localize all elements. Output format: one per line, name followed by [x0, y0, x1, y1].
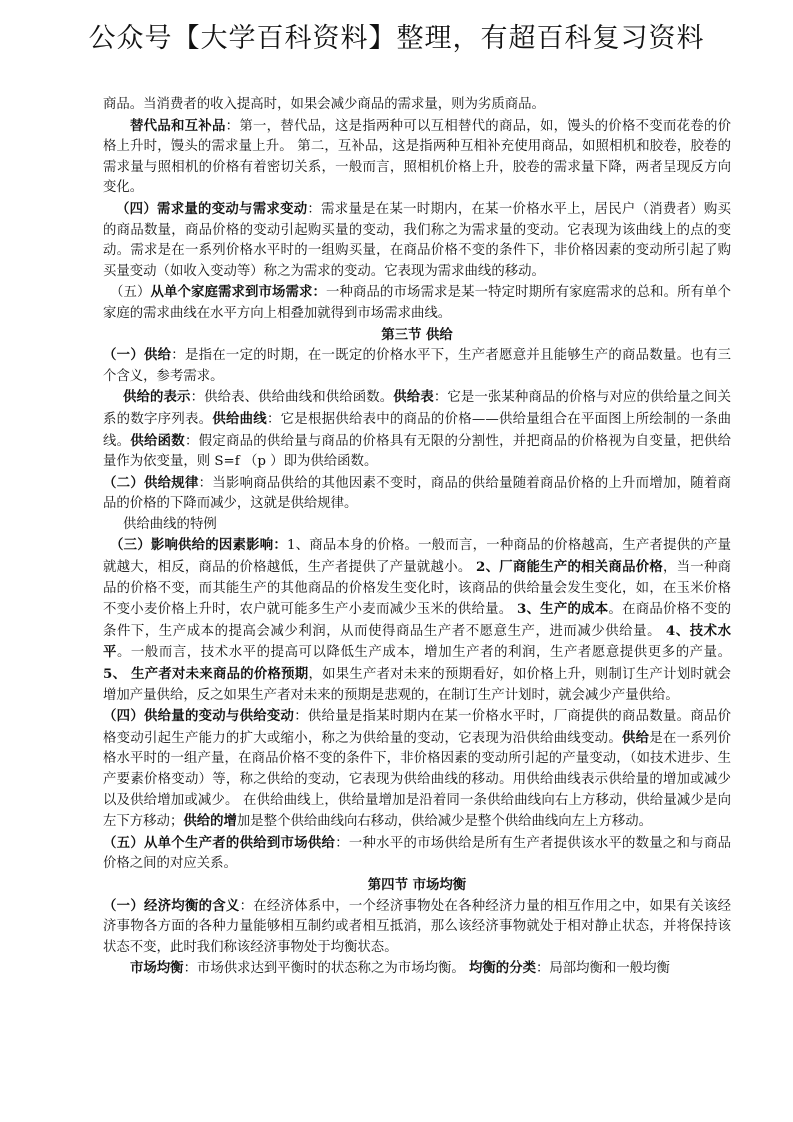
- term-supply-function: 供给函数: [130, 432, 185, 449]
- text: ：局部均衡和一般均衡: [535, 961, 670, 977]
- document-body: [103, 95, 731, 980]
- paragraph-supply-law: [103, 473, 731, 515]
- paragraph-market-supply: [103, 833, 731, 875]
- term-supply-increase: 供给的增: [183, 813, 237, 830]
- paragraph-equilibrium-definition: [103, 896, 731, 959]
- paragraph-substitutes-complements: [103, 116, 731, 199]
- term-supply-curve: 供给曲线: [212, 410, 267, 427]
- heading-market-demand: 从单个家庭需求到市场需求：: [150, 284, 327, 301]
- paragraph-supply-factors: [103, 535, 731, 706]
- text: ：假定商品的供给量与商品的价格具有无限的分割性，并把商品的价格视为自变量，把供给量作为依变量，则 S=f （p ）即为供给函数。: [103, 433, 732, 470]
- text: ：供给表、供给曲线和供给函数。: [190, 390, 394, 406]
- paragraph-supply-change: [103, 706, 731, 833]
- text: 是在一系列价格水平时的一组产量，在商品价格不变的条件下，非价格因素的变动所引起的产量变动，（如技术进步、生产要素价格变动）等，称之供给的变动，它表现为供给曲线的移动。用供给曲线表示供给量的增加或减少以及供给增加或减少。 在供给曲线上，供给量增加是沿着同一条供给曲线向右上方移动，供给量减少是向左下方移动；: [103, 730, 732, 830]
- text: ：一种水平的市场供给是所有生产者提供该水平的数量之和与商品价格之间的对应关系。: [103, 835, 731, 872]
- term-substitutes: 替代品和互补品: [130, 117, 226, 134]
- heading-supply: （一）供给: [103, 347, 172, 364]
- text: ：它是一张某种商品的价格与对应的供给量之间关系的数字序列表。: [103, 390, 732, 427]
- text: 加是整个供给曲线向右移动，供给减少是整个供给曲线向左上方移动。: [236, 814, 653, 830]
- term-expectation: 5、 生产者对未来商品的价格预期: [103, 666, 309, 683]
- heading-demand-change: （四）需求量的变动与需求变动: [116, 200, 308, 217]
- term-supply-table: 供给表: [393, 389, 434, 406]
- text: ：供给量是指某时期内在某一价格水平时，厂商提供的商品数量。商品价格变动引起生产能力的扩大或缩小，称之为供给量的变动，它表现为沿供给曲线变动。: [103, 709, 732, 746]
- term-technology: 4、技术水平: [103, 622, 731, 661]
- paragraph-demand-change: [103, 199, 731, 282]
- text: ：它是根据供给表中的商品的价格——供给量组合在平面图上所绘制的一条曲线。: [103, 411, 731, 449]
- paragraph-market-demand: [103, 282, 731, 324]
- term-cost: 3、生产的成本: [516, 601, 609, 618]
- text: 一种商品的市场需求是某一特定时期所有家庭需求的总和。所有单个家庭的需求曲线在水平方向上相叠加就得到市场需求曲线。: [103, 285, 732, 321]
- term-related-goods: 2、厂商能生产的相关商品价格: [476, 559, 664, 576]
- text: （五）: [110, 285, 151, 301]
- heading-market-supply: （五）从单个生产者的供给到市场供给: [103, 834, 336, 851]
- text: ：是指在一定的时期，在一既定的价格水平下，生产者愿意并且能够生产的商品数量。也有三个含义，参考需求。: [103, 348, 732, 384]
- text: ：需求量是在某一时期内，在某一价格水平上，居民户（消费者）购买的商品数量，商品价格的变动引起购买量的变动，我们称之为需求量的变动。它表现为该曲线上的点的变动。需求是在一系列价格水平时的一组购买量，在商品价格不变的条件下，非价格因素的变动所引起了购买量变动（如收入变动等）称之为需求的变动。它表现为需求曲线的移动。: [103, 201, 731, 279]
- heading-supply-law: （二）供给规律: [103, 474, 199, 491]
- term-supply-representation: 供给的表示: [123, 389, 191, 406]
- paragraph-inferior-goods: 商品。当消费者的收入提高时，如果会减少商品的需求量，则为劣质商品。: [103, 97, 545, 112]
- paragraph-supply-special-case: 供给曲线的特例: [123, 516, 217, 532]
- text: ，当一种商品的价格不变，而其能生产的其他商品的价格发生变化时，该商品的供给量会发生变化，如，在玉米价格不变小麦价格上升时，农户就可能多生产小麦而减少玉米的供给量。: [103, 560, 731, 618]
- heading-supply-factors: （三）影响供给的因素影响：: [110, 537, 287, 554]
- page-header: 公众号【大学百科资料】整理，有超百科复习资料: [88, 23, 705, 54]
- section-title-supply: 第三节 供给: [381, 326, 453, 343]
- text: ：在经济体系中，一个经济事物处在各种经济力量的相互作用之中，如果有关该经济事物各方面的各种力量能够相互制约或者相互抵消，那么该经济事物就处于相对静止状态，并将保持该状态不变，此时我们称该经济事物处于均衡状态。: [103, 898, 732, 955]
- term-supply: 供给: [622, 729, 650, 746]
- section-title-market-equilibrium: 第四节 市场均衡: [367, 876, 467, 893]
- text: 。在商品价格不变的条件下，生产成本的提高会减少利润，从而使得商品生产者不愿意生产，进而减少供给量。: [103, 602, 731, 639]
- heading-supply-change: （四）供给量的变动与供给变动: [103, 708, 295, 725]
- text: ：市场供求达到平衡时的状态称之为市场均衡。: [183, 961, 470, 977]
- text: 1、商品本身的价格。一般而言，一种商品的价格越高，生产者提供的产量就越大，相反，商品的价格越低，生产者提供了产量就越小。: [103, 538, 731, 576]
- text: 。一般而言，技术水平的提高可以降低生产成本，增加生产者的利润，生产者愿意提供更多的产量。: [116, 645, 731, 661]
- paragraph-supply-representation: [103, 387, 731, 472]
- paragraph-equilibrium-types: [103, 958, 731, 980]
- heading-equilibrium: （一）经济均衡的含义: [103, 897, 240, 914]
- text: ，如果生产者对未来的预期看好，如价格上升，则制订生产计划时就会增加产量供给，反之如果生产者对未来的预期是悲观的，在制订生产计划时，就会减少产量供给。: [103, 667, 732, 703]
- term-equilibrium-types: 均衡的分类: [469, 960, 536, 977]
- text: ：当影响商品供给的其他因素不变时，商品的供给量随着商品价格的上升而增加，随着商品的价格的下降而减少，这就是供给规律。: [103, 475, 732, 512]
- text: ：第一，替代品，这是指两种可以互相替代的商品，如，馒头的价格不变而花卷的价格上升时，馒头的需求量上升。 第二，互补品，这是指两种互相补充使用商品，如照相机和胶卷，胶卷的需求量与照相机的价格有着密切关系，一般而言，照相机价格上升，胶卷的需求量下降，两者呈现反方向变化。: [103, 118, 732, 196]
- paragraph-supply-definition: [103, 345, 731, 387]
- term-market-equilibrium: 市场均衡: [130, 960, 184, 977]
